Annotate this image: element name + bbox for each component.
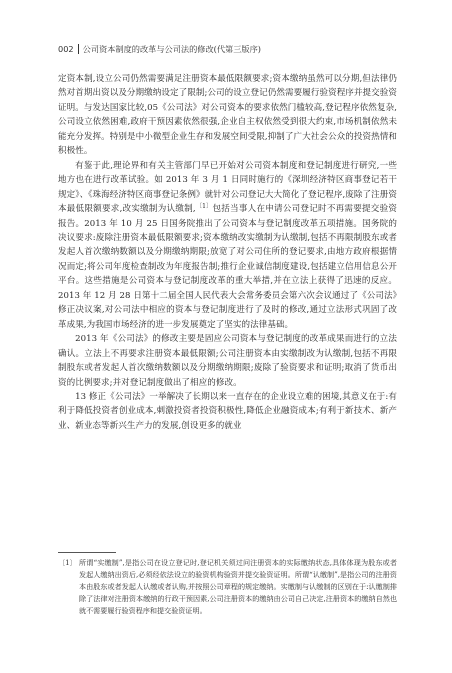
footnote-ref-1[interactable]: 〔1〕 <box>195 203 213 211</box>
footnote <box>58 557 397 617</box>
paragraph-2 <box>58 159 397 332</box>
paragraph-2-part-1: 有鉴于此,理论界和有关主管部门早已开始对公司资本制度和登记制度进行研究,一些地方也在进行改革试验。如 2013 年 3 月 1 日同时施行的《深圳经济特区商事登记若干规定》、《珠海经济特区商事登记条例》就针对公司登记大大简化了登记程序,废除了注册资本最低限额要求,改实缴制为认缴制, <box>58 160 397 215</box>
footnote-marker: 〔1〕 <box>58 558 77 567</box>
body-text <box>58 72 397 433</box>
page-header <box>58 42 398 56</box>
header-divider <box>78 44 79 54</box>
paragraph-4: 13 修正《公司法》一举解决了长期以来一直存在的企业设立难的困境,其意义在于:有利于降低投资者创业成本,刺激投资者投资积极性,降低企业融资成本;有利于新技术、新产业、新业态等新兴生产力的发展,创设更多的就业 <box>58 391 397 431</box>
footnote-text: 所谓“实缴制”,是指公司在设立登记时,登记机关须过问注册资本的实际缴纳状态,具体体现为股东或者发起人缴纳出资后,必须经依法设立的验资机构验资并提交验资证明。所谓“认缴制”,是指公司的注册资本由股东或者发起人认缴或者认购,并按照公司章程的规定缴纳。实缴制与认缴制的区别在于:认缴制排除了法律对注册资本缴纳的行政干预因素,公司注册资本的缴纳由公司自己决定,注册资本的缴纳自然也就不需要履行验资程序和提交验资证明。 <box>79 558 397 615</box>
page-number: 002 <box>58 44 74 54</box>
paragraph-3: 2013 年《公司法》的修改主要是固应公司资本与登记制度的改革成果而进行的立法确认。立法上不再要求注册资本最低限额;公司注册资本由实缴制改为认缴制,包括不再限制股东或者发起人首次缴纳数额以及分期缴纳期限;废除了验资要求和证明;取消了货币出资的比例要求;并对登记制度做出了相应的修改。 <box>58 334 397 388</box>
footnote-separator <box>58 552 116 553</box>
paragraph-2-part-2: 包括当事人在申请公司登记时不再需要提交验资报告。2013 年 10 月 25 日国务院推出了公司资本与登记制度改革五项措施。国务院的决议要求:废除注册资本最低限额要求;资本缴纳改实缴制为认缴制,包括不再限制股东或者发起人首次缴纳数额以及分期缴纳期限;放宽了对公司住所的登记要求,由地方政府根据情况而定;将公司年度检查制改为年度报告制;推行企业诚信制度建设,包括建立信用信息公开平台。这些措施是公司资本与登记制度改革的重大举措,并在立法上获得了迅速的反应。2013 年 12 月 28 日第十二届全国人民代表大会常务委员会第六次会议通过了《公司法》修正决议案,对公司法中相应的资本与登记制度进行了及时的修改,通过立法形式巩固了改革成果,为我国市场经济的进一步发展奠定了坚实的法律基础。 <box>58 204 398 330</box>
paragraph-1: 定资本制,设立公司仍然需要满足注册资本最低限额要求;资本缴纳虽然可以分期,但法律仍然对首期出资以及分期缴纳设定了限制;公司的设立登记仍然需要履行验资程序并提交验资证明。与发达国家比较,05《公司法》对公司资本的要求依然门槛较高,登记程序依然复杂,公司设立依然困难,政府干预因素依然很强,企业自主权依然受到很大约束,市场机制依然未能充分发挥。特别是中小微型企业生存和发展空间受限,抑制了广大社会公众的投资热情和积极性。 <box>58 74 397 157</box>
running-title: 公司资本制度的改革与公司法的修改(代第三版序) <box>82 43 261 54</box>
